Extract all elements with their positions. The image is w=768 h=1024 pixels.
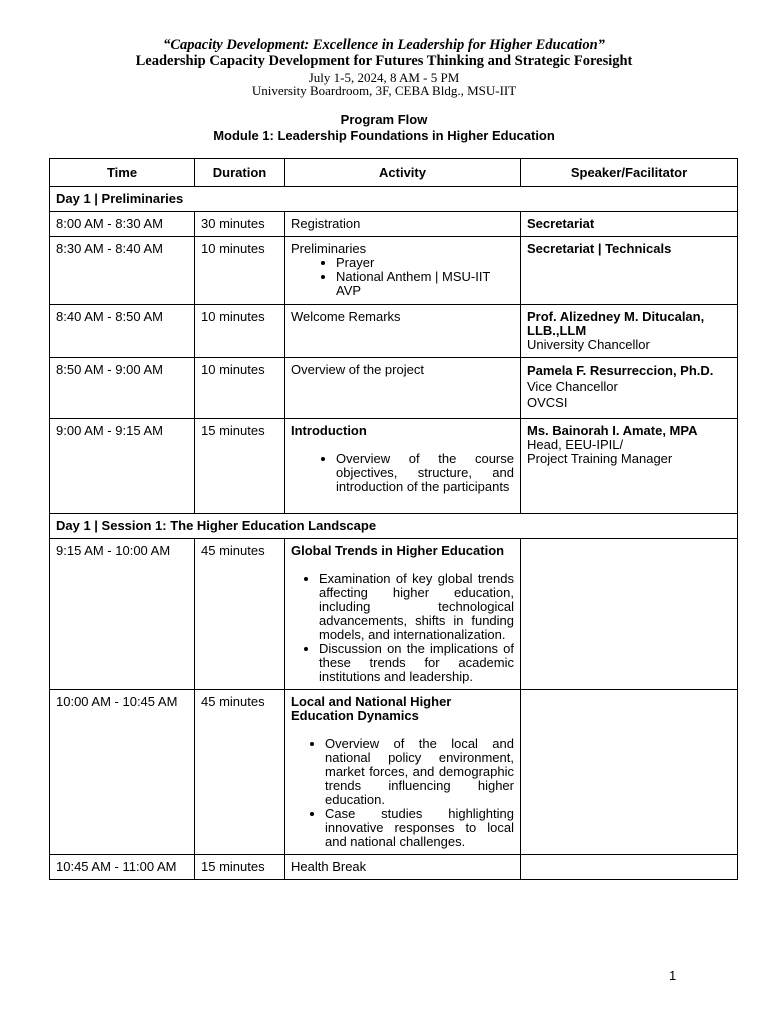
duration-cell: 10 minutes [195, 305, 285, 358]
event-venue: University Boardroom, 3F, CEBA Bldg., MSU-IIT [251, 83, 517, 98]
list-item: • National Anthem | MSU-IIT AVP [336, 270, 514, 298]
time-cell: 8:50 AM - 9:00 AM [50, 358, 195, 419]
time-cell: 8:40 AM - 8:50 AM [50, 305, 195, 358]
section-title: Day 1 | Preliminaries [50, 187, 738, 212]
activity-cell: Registration [285, 212, 521, 237]
time-cell: 10:00 AM - 10:45 AM [50, 690, 195, 855]
time-cell: 8:00 AM - 8:30 AM [50, 212, 195, 237]
speaker-role: Head, EEU-IPIL/ [527, 437, 624, 452]
page-number: 1 [669, 968, 677, 983]
activity-bullets [291, 256, 514, 298]
table-row [50, 419, 738, 514]
time-cell: 8:30 AM - 8:40 AM [50, 237, 195, 305]
speaker-name: Pamela F. Resurreccion, Ph.D. [527, 363, 714, 378]
activity-title: Global Trends in Higher Education [291, 543, 505, 558]
time-cell: 10:45 AM - 11:00 AM [50, 855, 195, 880]
table-row [50, 358, 738, 419]
speaker-cell [521, 855, 738, 880]
speaker-name: Ms. Bainorah I. Amate, MPA [527, 423, 698, 438]
speaker-cell [521, 358, 738, 419]
table-header-row [50, 159, 738, 187]
event-subtitle: Leadership Capacity Development for Futures Thinking and Strategic Foresight [135, 53, 633, 69]
duration-cell: 10 minutes [195, 358, 285, 419]
table-row [50, 305, 738, 358]
speaker-office: OVCSI [527, 395, 568, 410]
duration-cell: 15 minutes [195, 419, 285, 514]
duration-cell: 30 minutes [195, 212, 285, 237]
time-cell: 9:15 AM - 10:00 AM [50, 539, 195, 690]
section-row [50, 514, 738, 539]
activity-cell: Welcome Remarks [285, 305, 521, 358]
activity-title: Preliminaries [291, 241, 367, 256]
table-row [50, 237, 738, 305]
activity-title: Local and National Higher Education Dynamics [291, 694, 452, 723]
col-header-activity: Activity [285, 159, 521, 187]
list-item: • Prayer [336, 256, 514, 270]
speaker-role: University Chancellor [527, 337, 650, 352]
activity-bullets [291, 452, 514, 494]
table-row [50, 212, 738, 237]
activity-cell: Overview of the project [285, 358, 521, 419]
col-header-duration: Duration [195, 159, 285, 187]
activity-cell [285, 690, 521, 855]
speaker-cell [521, 539, 738, 690]
speaker-cell: Secretariat [521, 212, 738, 237]
table-row [50, 855, 738, 880]
activity-title: Introduction [291, 423, 367, 438]
activity-cell [285, 539, 521, 690]
activity-cell [285, 419, 521, 514]
col-header-speaker: Speaker/Facilitator [521, 159, 738, 187]
speaker-cell [521, 305, 738, 358]
program-flow-label: Program Flow [340, 112, 428, 127]
program-table [49, 158, 738, 880]
speaker-cell: Secretariat | Technicals [521, 237, 738, 305]
activity-cell: Health Break [285, 855, 521, 880]
list-item: • Overview of the course objectives, structure, and introduction of the participants [336, 452, 514, 494]
list-item: • Examination of key global trends affecting higher education, including technological advancements, shifts in funding models, and internationalization. [319, 572, 514, 642]
section-title: Day 1 | Session 1: The Higher Education Landscape [50, 514, 738, 539]
duration-cell: 45 minutes [195, 539, 285, 690]
speaker-title: Project Training Manager [527, 451, 673, 466]
time-cell: 9:00 AM - 9:15 AM [50, 419, 195, 514]
duration-cell: 15 minutes [195, 855, 285, 880]
activity-bullets [291, 572, 514, 684]
list-item: • Overview of the local and national policy environment, market forces, and demographic trends influencing higher education. [325, 737, 514, 807]
event-title: “Capacity Development: Excellence in Leadership for Higher Education” [163, 37, 605, 53]
speaker-name: Prof. Alizedney M. Ditucalan, LLB.,LLM [527, 309, 705, 338]
table-row [50, 690, 738, 855]
speaker-role: Vice Chancellor [527, 379, 618, 394]
list-item: • Case studies highlighting innovative responses to local and national challenges. [325, 807, 514, 849]
duration-cell: 45 minutes [195, 690, 285, 855]
activity-bullets [291, 737, 514, 849]
table-row [50, 539, 738, 690]
col-header-time: Time [50, 159, 195, 187]
module-title: Module 1: Leadership Foundations in Higher Education [213, 128, 555, 143]
event-date: July 1-5, 2024, 8 AM - 5 PM [308, 70, 460, 85]
speaker-cell [521, 690, 738, 855]
speaker-cell [521, 419, 738, 514]
list-item: • Discussion on the implications of these trends for academic institutions and leadership. [319, 642, 514, 684]
section-row [50, 187, 738, 212]
activity-cell [285, 237, 521, 305]
duration-cell: 10 minutes [195, 237, 285, 305]
